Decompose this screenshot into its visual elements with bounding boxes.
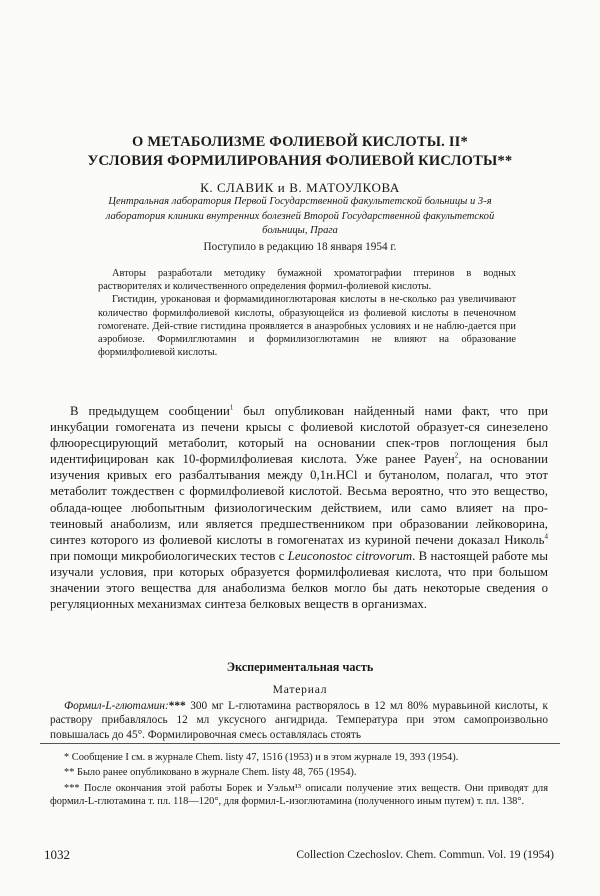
- section-heading: Экспериментальная часть: [226, 660, 374, 674]
- ref-2: 2: [454, 452, 459, 461]
- introduction: [50, 403, 548, 612]
- footnote-2: ** Было ранее опубликовано в журнале Chem. listy 48, 765 (1954).: [64, 767, 357, 779]
- journal-citation: [296, 849, 554, 861]
- footnotes: [50, 751, 548, 810]
- material-paragraph: [50, 699, 548, 742]
- abstract: [98, 267, 516, 359]
- intro-text-2: был опубликован найденный нами факт, что при инкубации гомогената из печени крысы с фолиевой кислотой образует-ся синезелено флюоресцирующий метаболит, который на основании спек-тров поглощения был идентифицирован как 10-формилфолиевая кислота. Уже ранее Рауен: [50, 404, 549, 467]
- footnote-3: *** После окончания этой работы Борек и Уэльм¹³ описали получение этих веществ. Они приводят для формил-L-глютамина т. пл. 118—120°, для формил-L-изоглютамина (полученного иным путем) т. пл. 138°.: [50, 782, 548, 807]
- footnote-mark: ***: [168, 700, 186, 712]
- intro-text-5: . В настоящей работе мы изучали условия, при которых образуется формилфолиевая кислота, что при большом значении этого вещества для анаболизма белков могло бы дать некоторые сведения о регуляционных механизмах синтеза белковых веществ в организмах.: [50, 548, 549, 612]
- affiliation: Центральная лаборатория Первой Государственной факультетской больницы и 3-я лаборатория клиники внутренних болезней Второй Государственной факультетской больницы, Прага: [105, 196, 495, 236]
- footnote-divider: [40, 743, 560, 744]
- page-number: 1032: [44, 847, 70, 862]
- intro-text-3: , на основании изучения кривых его разбалтывания между 0,1н.HCl и бутанолом, полагал, что этот метаболит тождествен с формилфолиевой кислотой. Весьма вероятно, что это вещество, облада-ющее любопытным физиологическим действием, или само влияет на про-теиновый анаболизм, или является предшественником при образовании лейковорина, синтез которого из фолиевой кислоты в гомогенатах из куриной печени доказал Николь: [50, 452, 548, 547]
- species-name: Leuconostoc citrovorum: [287, 548, 413, 563]
- ref-4: 4: [544, 532, 548, 541]
- intro-text-4: при помощи микробиологических тестов с: [50, 548, 288, 563]
- introduction-paragraph: [50, 403, 548, 612]
- ref-1: 1: [229, 403, 234, 412]
- intro-text-1: В предыдущем сообщении: [70, 404, 230, 418]
- material-lead: Формил-L-глютамин:: [64, 700, 169, 712]
- journal-volume: Vol. 19 (1954): [484, 849, 554, 861]
- title-line-2: УСЛОВИЯ ФОРМИЛИРОВАНИЯ ФОЛИЕВОЙ КИСЛОТЫ**: [87, 153, 513, 169]
- abstract-paragraph-2: Гистидин, урокановая и формамидиноглютаровая кислоты в не-сколько раз увеличивают количество формилфолиевой кислоты, образующейся из фолиевой кислоты в печеночном гомогенате. Дей-ствие гистидина проявляется в анаэробных условиях и не наблю-дается при аэробиозе. Формилглютамин и формилизоглютамин не влияют на образование формилфолиевой кислоты.: [98, 294, 516, 359]
- subsection-heading: Материал: [272, 683, 328, 696]
- abstract-paragraph-1: Авторы разработали методику бумажной хроматографии птеринов в водных растворителях и количественного определения формил-фолиевой кислоты.: [98, 268, 516, 293]
- authors: К. СЛАВИК и В. МАТОУЛКОВА: [200, 180, 400, 195]
- journal-name: Collection Czechoslov. Chem. Commun.: [296, 849, 485, 861]
- material-text: [50, 699, 548, 742]
- received-date: Поступило в редакцию 18 января 1954 г.: [203, 241, 397, 253]
- title-line-1: О МЕТАБОЛИЗМЕ ФОЛИЕВОЙ КИСЛОТЫ. II*: [132, 134, 468, 150]
- footnote-1: * Сообщение I см. в журнале Chem. listy 47, 1516 (1953) и в этом журнале 19, 393 (1954).: [64, 752, 459, 763]
- material-body: 300 мг L-глютамина растворялось в 12 мл 80% муравьиной кислоты, к раствору прибавлялось 12 мл уксусного ангидрида. Температура при этом самопроизвольно повышалась до 45°. Формилировочная смесь оставлялась стоять: [50, 700, 548, 741]
